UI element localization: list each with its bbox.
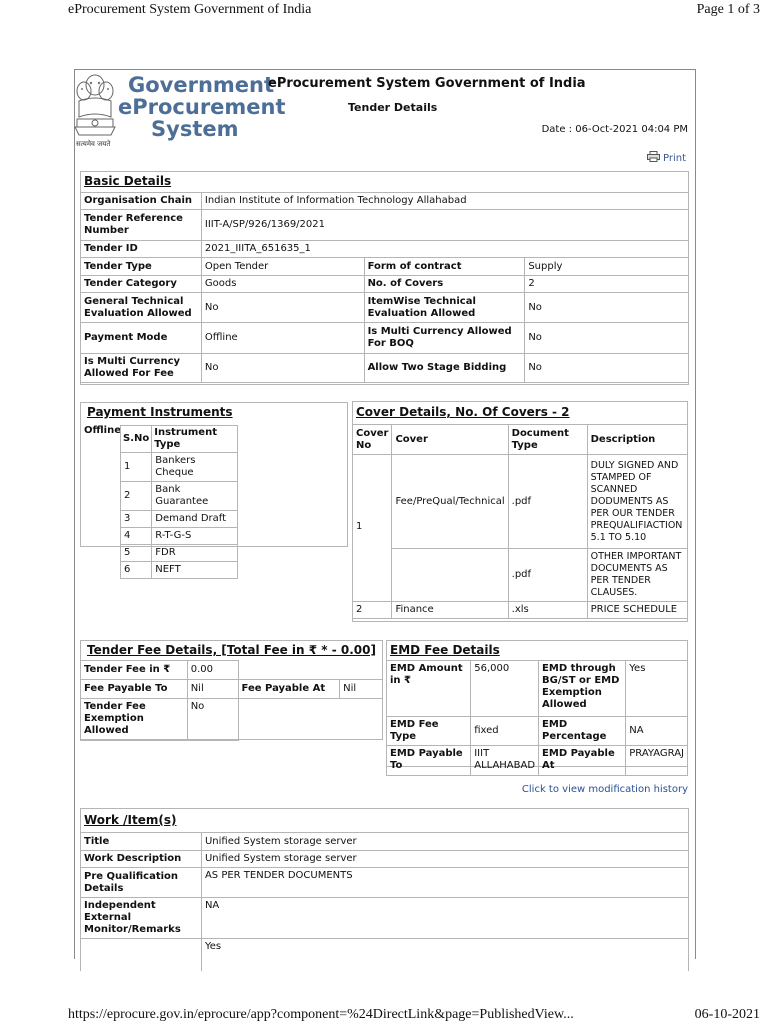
- cover-no: 2: [353, 602, 392, 619]
- pre-qualification-label: Pre Qualification Details: [81, 868, 202, 898]
- work-title-label: Title: [81, 833, 202, 851]
- cover-doc-type: .pdf: [508, 455, 587, 549]
- table-row: [353, 602, 688, 619]
- tender-ref-value: IIIT-A/SP/926/1369/2021: [201, 210, 688, 241]
- iem-label: Independent External Monitor/Remarks: [81, 898, 202, 939]
- tender-type-value: Open Tender: [201, 258, 364, 276]
- tender-fee-label: Tender Fee in ₹: [81, 661, 188, 680]
- table-row: [121, 562, 238, 579]
- page-number: Page 1 of 3: [696, 2, 760, 17]
- instrument-name: Bankers Cheque: [152, 453, 238, 482]
- page-subtitle: Tender Details: [348, 101, 438, 114]
- gte-label: General Technical Evaluation Allowed: [81, 293, 202, 323]
- fee-exemption-label: Tender Fee Exemption Allowed: [81, 699, 188, 741]
- table-row: [121, 528, 238, 545]
- work-items-title: Work /Item(s): [84, 813, 177, 827]
- printer-icon: [647, 151, 660, 162]
- two-stage-label: Allow Two Stage Bidding: [364, 354, 525, 383]
- emd-amount-value: 56,000: [471, 661, 539, 717]
- table-row: [121, 482, 238, 511]
- cover-name: Finance: [392, 602, 508, 619]
- payment-mode-label: Payment Mode: [81, 323, 202, 354]
- two-stage-value: No: [525, 354, 689, 383]
- emd-fee-type-value: fixed: [471, 717, 539, 746]
- instrument-sno: 4: [121, 528, 152, 545]
- cover-no: 1: [353, 455, 392, 602]
- org-chain-value: Indian Institute of Information Technology Allahabad: [201, 193, 688, 210]
- form-contract-value: Supply: [525, 258, 689, 276]
- tender-category-value: Goods: [201, 276, 364, 293]
- instrument-sno: 3: [121, 511, 152, 528]
- cover-description: DULY SIGNED AND STAMPED OF SCANNED DODUMENTS AS PER OUR TENDER PREQUALIFIACTION 5.1 TO 5.10: [587, 455, 687, 549]
- multi-currency-boq-value: No: [525, 323, 689, 354]
- form-contract-label: Form of contract: [364, 258, 525, 276]
- tender-id-label: Tender ID: [81, 241, 202, 258]
- emd-through-value: Yes: [626, 661, 688, 717]
- cover-description: PRICE SCHEDULE: [587, 602, 687, 619]
- tender-fee-title: Tender Fee Details, [Total Fee in ₹ * - 0.00]: [87, 643, 376, 657]
- instrument-sno: 1: [121, 453, 152, 482]
- logo-text-line1: Government: [128, 73, 275, 97]
- fee-payable-at-value: Nil: [340, 680, 383, 699]
- cover-doc-type: .xls: [508, 602, 587, 619]
- tender-fee-table: [80, 660, 383, 741]
- report-date: Date : 06-Oct-2021 04:04 PM: [541, 124, 688, 135]
- doc-type-header: Document Type: [508, 425, 587, 455]
- tender-category-label: Tender Category: [81, 276, 202, 293]
- tender-type-label: Tender Type: [81, 258, 202, 276]
- cover-doc-type: .pdf: [508, 549, 587, 602]
- emd-percentage-value: NA: [626, 717, 688, 746]
- iem-value: NA: [201, 898, 688, 939]
- multi-currency-fee-label: Is Multi Currency Allowed For Fee: [81, 354, 202, 383]
- multi-currency-fee-value: No: [201, 354, 364, 383]
- page-header-title: eProcurement System Government of India: [68, 2, 312, 17]
- work-description-label: Work Description: [81, 851, 202, 868]
- fee-payable-to-value: Nil: [187, 680, 238, 699]
- payment-instruments-title: Payment Instruments: [87, 405, 233, 419]
- instrument-name: Bank Guarantee: [152, 482, 238, 511]
- extra-value: Yes: [201, 939, 688, 971]
- fee-payable-at-label: Fee Payable At: [238, 680, 340, 699]
- footer-url: https://eprocure.gov.in/eprocure/app?component=%24DirectLink&page=PublishedView...: [68, 1007, 574, 1022]
- work-items-table: [80, 832, 689, 971]
- instrument-sno: 5: [121, 545, 152, 562]
- no-covers-value: 2: [525, 276, 689, 293]
- tender-id-value: 2021_IIITA_651635_1: [201, 241, 688, 258]
- cover-description: OTHER IMPORTANT DOCUMENTS AS PER TENDER CLAUSES.: [587, 549, 687, 602]
- emd-fee-type-label: EMD Fee Type: [387, 717, 471, 746]
- logo-text-line2: eProcurement: [118, 95, 286, 119]
- gte-value: No: [201, 293, 364, 323]
- fee-exemption-value: No: [187, 699, 238, 741]
- instrument-name: NEFT: [152, 562, 238, 579]
- table-row: [121, 453, 238, 482]
- instrument-type-header: Instrument Type: [152, 426, 238, 453]
- emd-fee-table: [386, 660, 688, 776]
- footer-date: 06-10-2021: [694, 1007, 760, 1022]
- sno-header: S.No: [121, 426, 152, 453]
- work-title-value: Unified System storage server: [201, 833, 688, 851]
- emd-fee-title: EMD Fee Details: [390, 643, 500, 657]
- cover-name-empty: [392, 549, 508, 602]
- payment-instruments-table: [120, 425, 238, 579]
- table-row: [121, 511, 238, 528]
- tender-fee-value: 0.00: [187, 661, 238, 680]
- instrument-name: Demand Draft: [152, 511, 238, 528]
- emd-through-label: EMD through BG/ST or EMD Exemption Allowed: [539, 661, 626, 717]
- basic-details-table: [80, 192, 689, 383]
- instrument-sno: 2: [121, 482, 152, 511]
- cover-header: Cover: [392, 425, 508, 455]
- cover-no-header: Cover No: [353, 425, 392, 455]
- emd-amount-label: EMD Amount in ₹: [387, 661, 471, 717]
- tender-ref-label: Tender Reference Number: [81, 210, 202, 241]
- multi-currency-boq-label: Is Multi Currency Allowed For BOQ: [364, 323, 525, 354]
- work-description-value: Unified System storage server: [201, 851, 688, 868]
- table-row: [353, 549, 688, 602]
- basic-details-title: Basic Details: [84, 174, 172, 188]
- print-button[interactable]: [647, 151, 686, 164]
- table-row: [353, 455, 688, 549]
- instrument-name: FDR: [152, 545, 238, 562]
- cover-details-title: Cover Details, No. Of Covers - 2: [356, 405, 570, 419]
- emd-percentage-label: EMD Percentage: [539, 717, 626, 746]
- print-label: Print: [662, 153, 686, 164]
- no-covers-label: No. of Covers: [364, 276, 525, 293]
- cover-name: Fee/PreQual/Technical: [392, 455, 508, 549]
- page-title: eProcurement System Government of India: [268, 76, 586, 91]
- instrument-name: R-T-G-S: [152, 528, 238, 545]
- emd-payable-at-value: PRAYAGRAJ: [626, 746, 688, 776]
- emblem-motto: सत्यमेव जयते: [76, 140, 111, 148]
- fee-payable-to-label: Fee Payable To: [81, 680, 188, 699]
- org-chain-label: Organisation Chain: [81, 193, 202, 210]
- modification-history-link[interactable]: Click to view modification history: [521, 784, 688, 795]
- pre-qualification-value: AS PER TENDER DOCUMENTS: [201, 868, 688, 898]
- instrument-sno: 6: [121, 562, 152, 579]
- ite-label: ItemWise Technical Evaluation Allowed: [364, 293, 525, 323]
- emd-payable-to-label: EMD Payable To: [387, 746, 471, 776]
- emd-payable-at-label: EMD Payable At: [539, 746, 626, 776]
- cover-details-table: [352, 424, 688, 619]
- extra-label-empty: [81, 939, 202, 971]
- description-header: Description: [587, 425, 687, 455]
- payment-offline-label: Offline: [84, 425, 121, 436]
- logo-text-line3: System: [151, 117, 239, 141]
- payment-mode-value: Offline: [201, 323, 364, 354]
- national-emblem-icon: [71, 71, 119, 151]
- ite-value: No: [525, 293, 689, 323]
- emd-payable-to-value: IIIT ALLAHABAD: [471, 746, 539, 776]
- table-row: [121, 545, 238, 562]
